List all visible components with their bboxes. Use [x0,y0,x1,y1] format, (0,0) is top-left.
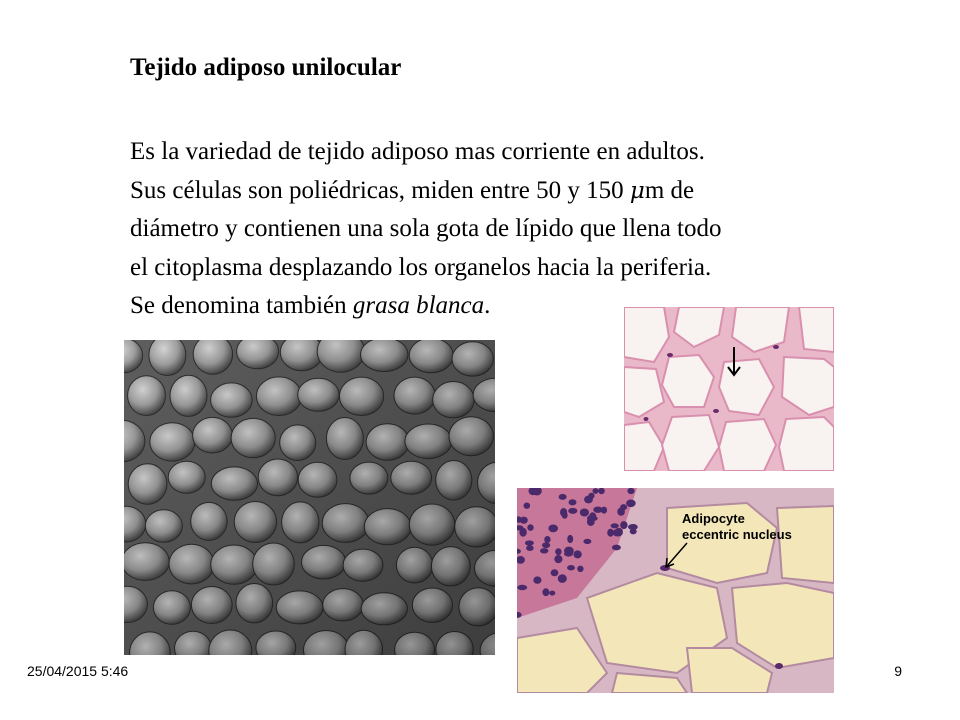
histology-pink-graphic [624,307,834,471]
body-line-3: diámetro y contienen una sola gota de lípido que llena todo [130,215,722,242]
body-line-1: Es la variedad de tejido adiposo mas corriente en adultos. [130,138,705,165]
slide-title: Tejido adiposo unilocular [130,54,402,81]
body-line-2b: m de [644,176,695,204]
histology-pink-image [624,307,834,471]
body-line-2a: Sus células son poliédricas, miden entre 50 y 150 [130,176,630,204]
sem-micrograph-graphic [124,340,495,655]
mu-symbol: μ [629,177,645,204]
footer-page-number: 9 [894,663,902,679]
slide-body [130,133,910,326]
body-line-5a: Se denomina también [130,292,353,319]
body-line-5c: . [484,292,491,319]
footer-date: 25/04/2015 5:46 [27,663,129,679]
body-line-4: el citoplasma desplazando los organelos hacia la periferia. [130,253,712,281]
body-line-2 [130,172,910,211]
histology-adipocyte-graphic [517,488,834,693]
histology-adipocyte-image [517,488,834,693]
body-line-5-italic: grasa blanca [352,292,485,319]
sem-micrograph-image [124,340,495,655]
label-eccentric-nucleus: eccentric nucleus [682,527,792,542]
label-adipocyte: Adipocyte [682,511,745,526]
